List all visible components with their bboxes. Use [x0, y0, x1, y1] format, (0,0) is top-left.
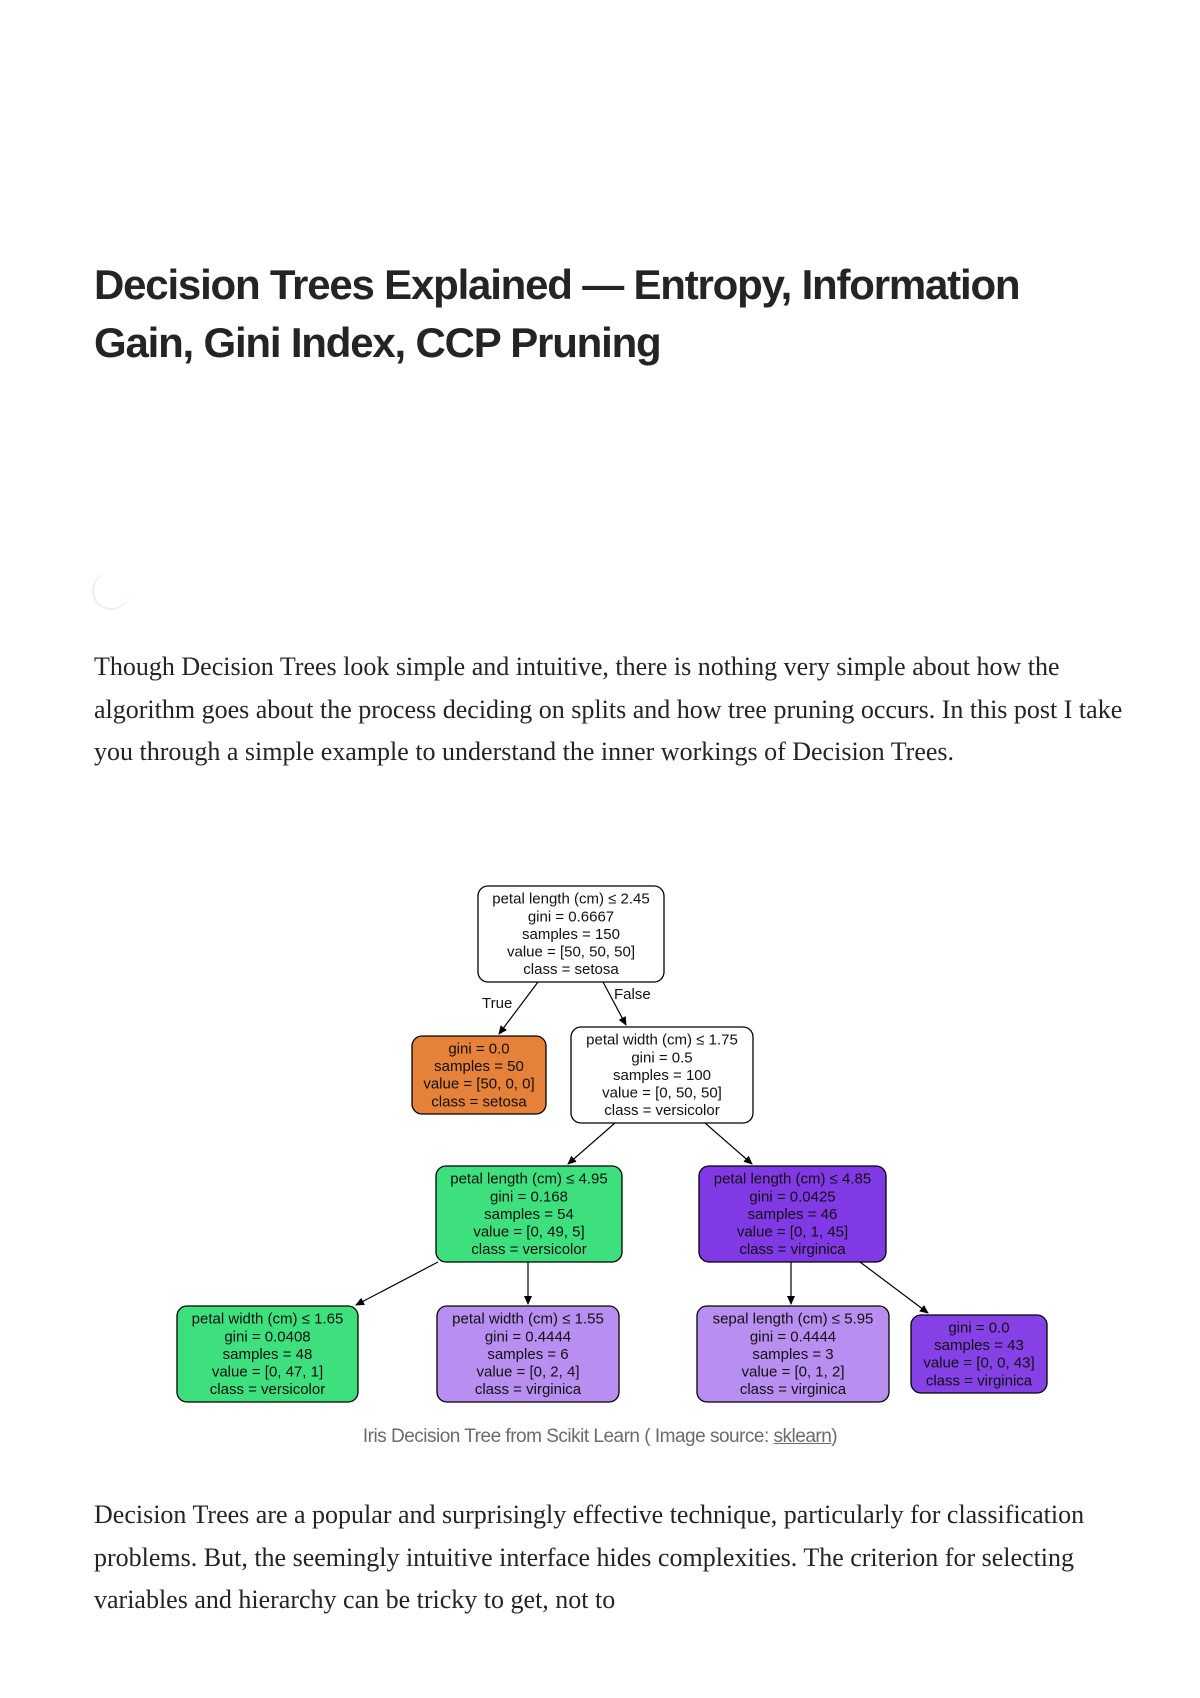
tree-node-line: gini = 0.168	[490, 1188, 568, 1206]
tree-node-line: petal width (cm) ≤ 1.75	[586, 1031, 738, 1049]
tree-node-petal-width-155	[437, 1306, 619, 1402]
tree-node-line: samples = 50	[434, 1058, 524, 1076]
tree-node-line: samples = 150	[522, 925, 620, 943]
tree-node-line: class = versicolor	[209, 1381, 326, 1399]
tree-node-line: gini = 0.0	[448, 1040, 510, 1058]
caption-close: )	[831, 1426, 838, 1447]
tree-node-line: samples = 100	[613, 1066, 711, 1084]
tree-node-line: value = [0, 49, 5]	[473, 1223, 585, 1241]
tree-node-line: samples = 43	[934, 1337, 1024, 1355]
tree-node-line: class = virginica	[925, 1372, 1033, 1390]
tree-node-line: petal length (cm) ≤ 2.45	[492, 890, 650, 908]
tree-node-line: samples = 46	[747, 1205, 838, 1223]
tree-edge	[705, 1123, 752, 1164]
tree-node-line: value = [0, 0, 43]	[923, 1354, 1035, 1372]
tree-node-line: sepal length (cm) ≤ 5.95	[712, 1310, 874, 1328]
intro-paragraph: Though Decision Trees look simple and intuitive, there is nothing very simple about how the algorithm goes about the process deciding on splits and how tree pruning occurs. In this post I take you through a simple example to understand the inner workings of Decision Trees.	[94, 652, 1123, 766]
tree-node-line: gini = 0.0425	[749, 1188, 836, 1206]
caption-text: Iris Decision Tree from Scikit Learn ( Image source:	[362, 1426, 774, 1447]
tree-node-line: samples = 48	[222, 1345, 313, 1363]
tree-node-sepal-length-595	[697, 1306, 889, 1402]
figure-caption	[0, 1426, 1200, 1448]
tree-node-line: class = virginica	[474, 1381, 582, 1399]
tree-node-line: gini = 0.5	[631, 1049, 693, 1067]
body-paragraph: Decision Trees are a popular and surprisingly effective technique, particularly for classification problems. But, the seemingly intuitive interface hides complexities. The criterion for selecting variables and hierarchy can be tricky to get, not to	[94, 1500, 1085, 1614]
tree-node-line: petal length (cm) ≤ 4.95	[450, 1170, 608, 1188]
tree-node-line: samples = 6	[487, 1345, 569, 1363]
tree-node-line: gini = 0.0	[948, 1319, 1010, 1337]
tree-node-line: value = [0, 1, 2]	[741, 1363, 845, 1381]
tree-node-setosa-leaf	[412, 1036, 546, 1114]
tree-node-petal-length-495-a	[436, 1166, 622, 1262]
tree-edge	[568, 1123, 615, 1164]
tree-node-line: class = versicolor	[471, 1241, 587, 1259]
tree-node-line: class = virginica	[739, 1241, 846, 1259]
tree-node-line: gini = 0.4444	[484, 1328, 572, 1346]
article-title: Decision Trees Explained — Entropy, Information Gain, Gini Index, CCP Pruning	[94, 261, 1020, 366]
sklearn-source-link[interactable]: sklearn	[773, 1426, 832, 1447]
tree-node-line: value = [0, 1, 45]	[736, 1223, 849, 1241]
tree-node-line: samples = 54	[484, 1205, 574, 1223]
tree-node-line: petal width (cm) ≤ 1.55	[452, 1310, 604, 1328]
tree-node-line: gini = 0.0408	[224, 1328, 311, 1346]
tree-node-line: value = [0, 2, 4]	[476, 1363, 580, 1381]
tree-node-line: gini = 0.6667	[527, 908, 615, 926]
tree-node-line: petal width (cm) ≤ 1.65	[191, 1310, 344, 1328]
tree-node-line: gini = 0.4444	[749, 1328, 837, 1346]
tree-node-line: value = [50, 50, 50]	[506, 943, 636, 961]
tree-node-petal-width-165	[177, 1306, 358, 1402]
tree-node-petal-width-175	[571, 1027, 753, 1123]
tree-node-line: petal length (cm) ≤ 4.85	[713, 1170, 872, 1188]
tree-node-line: class = setosa	[523, 961, 619, 979]
tree-edge	[356, 1262, 438, 1305]
tree-node-line: class = setosa	[431, 1093, 527, 1111]
tree-node-line: value = [50, 0, 0]	[423, 1075, 535, 1093]
tree-node-virginica-leaf	[911, 1315, 1047, 1393]
tree-node-line: value = [0, 47, 1]	[211, 1363, 324, 1381]
edge-label-false: False	[614, 986, 651, 1003]
tree-node-petal-length-495-b	[699, 1166, 886, 1262]
tree-node-root	[478, 886, 664, 982]
tree-node-line: class = virginica	[739, 1381, 847, 1399]
tree-node-line: class = versicolor	[604, 1102, 720, 1120]
tree-node-line: value = [0, 50, 50]	[602, 1084, 722, 1102]
tree-node-line: samples = 3	[752, 1345, 834, 1363]
edge-label-true: True	[482, 995, 513, 1012]
